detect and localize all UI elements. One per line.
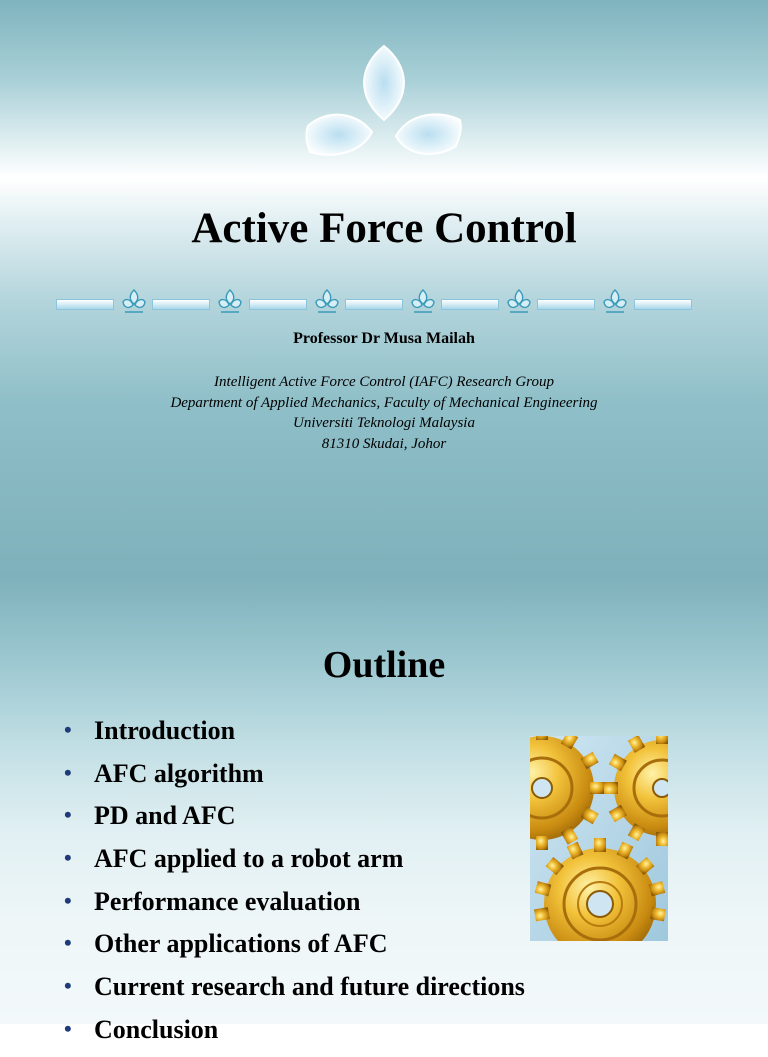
leaf-sprig-icon — [312, 288, 342, 316]
list-item — [64, 1014, 525, 1057]
list-item-text: Performance evaluation — [94, 886, 361, 916]
affiliation-line: Universiti Teknologi Malaysia — [293, 415, 475, 431]
bullet-icon: • — [64, 759, 72, 785]
affiliation-line: 81310 Skudai, Johor — [321, 435, 447, 452]
divider-bar — [152, 299, 210, 310]
divider-bar — [537, 299, 595, 310]
list-item-text: Other applications of AFC — [94, 929, 388, 959]
bullet-icon: • — [64, 845, 72, 871]
list-item-text: Conclusion — [94, 1014, 219, 1044]
bullet-icon: • — [64, 717, 72, 742]
outline-title: Outline — [322, 644, 446, 686]
slide-title: Active Force Control — [191, 205, 577, 252]
list-item — [64, 758, 525, 801]
leaf-sprig-icon — [600, 288, 630, 316]
divider-bar — [345, 299, 403, 310]
bullet-icon: • — [64, 802, 72, 828]
leaf-sprig-icon — [408, 288, 438, 316]
list-item-text: AFC applied to a robot arm — [94, 844, 404, 874]
divider-bar — [441, 299, 499, 310]
list-item — [64, 800, 525, 843]
affiliation-block — [0, 372, 768, 454]
three-leaf-logo-icon — [300, 40, 470, 170]
author-name: Professor Dr Musa Mailah — [293, 330, 475, 347]
list-item-text: Introduction — [94, 716, 236, 745]
bullet-icon: • — [64, 1015, 72, 1041]
leaf-sprig-icon — [119, 288, 149, 316]
list-item — [64, 928, 525, 971]
leaf-sprig-icon — [215, 288, 245, 316]
list-item-text: PD and AFC — [94, 801, 236, 831]
list-item-text: Current research and future directions — [94, 972, 525, 1002]
outline-list — [64, 715, 525, 1057]
divider-bar — [249, 299, 307, 310]
list-item — [64, 886, 525, 929]
divider-bar — [56, 299, 114, 310]
affiliation-line: Department of Applied Mechanics, Faculty of Mechanical Engineering — [170, 394, 598, 411]
list-item — [64, 843, 525, 886]
outline-slide — [0, 575, 768, 1044]
decorative-divider — [56, 286, 692, 316]
bullet-icon: • — [64, 930, 72, 956]
list-item-text: AFC algorithm — [94, 758, 264, 788]
list-item — [64, 715, 525, 758]
bullet-icon: • — [64, 887, 72, 913]
leaf-sprig-icon — [504, 288, 534, 316]
divider-bar — [634, 299, 692, 310]
list-item — [64, 971, 525, 1014]
golden-gears-image — [530, 736, 668, 941]
affiliation-line: Intelligent Active Force Control (IAFC) Research Group — [214, 374, 554, 390]
bullet-icon: • — [64, 973, 72, 999]
